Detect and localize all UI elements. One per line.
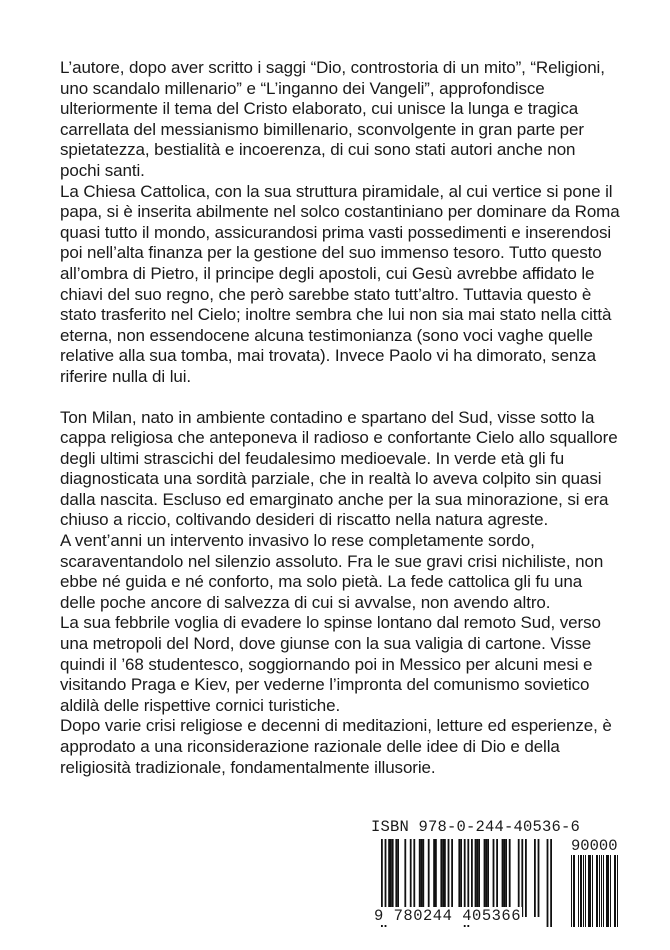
paragraph-bio-conclusion: Dopo varie crisi religiose e decenni di meditazioni, letture ed esperienze, è approdato a una riconsiderazione razionale delle idee di Dio e della religiosità tradizionale, fondamentalmente illusorie. — [60, 716, 612, 777]
barcode-bar — [538, 839, 540, 917]
addon-bar — [578, 855, 579, 927]
addon-bar — [615, 855, 616, 927]
addon-bar — [574, 855, 575, 927]
back-cover-text — [60, 58, 620, 778]
barcode-bar — [413, 839, 415, 917]
addon-bar — [608, 855, 609, 927]
barcode-bar — [451, 839, 453, 917]
barcode-bar — [505, 839, 507, 917]
barcode-bar — [534, 839, 536, 917]
addon-bar — [603, 855, 604, 927]
addon-bars — [571, 855, 621, 927]
barcode-bar — [471, 839, 473, 917]
addon-bar — [588, 855, 589, 927]
barcode-bar — [547, 839, 549, 927]
barcode-bar — [485, 839, 487, 917]
barcode-bar — [397, 839, 399, 917]
barcode-bar — [487, 839, 489, 917]
barcode-bar — [460, 839, 462, 917]
addon-bar — [601, 855, 602, 927]
barcode-bar — [404, 839, 406, 917]
barcode-bar — [410, 839, 412, 917]
addon-bar — [617, 855, 618, 927]
barcode-bar — [458, 839, 460, 917]
price-addon-digits: 90000 — [571, 837, 618, 855]
barcode-bar — [422, 839, 424, 917]
addon-bar — [597, 855, 598, 927]
paragraph-church: La Chiesa Cattolica, con la sua struttura piramidale, al cui vertice si pone il papa, si è inserita abilmente nel solco costantiniano per dominare da Roma quasi tutto il mondo, assicurandosi prima vasti possedimenti e inserendosi poi nell’alta finanza per la gestione del suo immenso tesoro. Tutto questo all’ombra di Pietro, il principe degli apostoli, cui Gesù avrebbe affidato le chiavi del suo regno, che però sarebbe stato tutt’altro. Tuttavia questo è stato trasferito nel Cielo; inoltre sembra che lui non sia mai stato nella città eterna, non essendocene alcuna testimonianza (sono voci vaghe quelle relative alla sua tomba, mai trovata). Invece Paolo vi ha dimorato, senza riferire nulla di lui. — [60, 181, 620, 386]
paragraph-author-intro: L’autore, dopo aver scritto i saggi “Dio, controstoria di un mito”, “Religioni, uno scandalo millenario” e “L’inganno dei Vangeli”, approfondisce ulteriormente il tema del Cristo elaborato, cui unisce la lunga e tragica carrellata del messianismo bimillenario, sconvolgente in gran parte per spietatezza, bestialità e incoerenza, di cui sono stati autori anche non pochi santi. — [60, 58, 605, 180]
barcode-bar — [421, 839, 423, 917]
barcode-bar — [448, 839, 450, 917]
barcode-bar — [518, 839, 520, 917]
barcode-bar — [419, 839, 421, 917]
barcode-bar — [428, 839, 430, 917]
addon-bar — [614, 855, 615, 927]
addon-bar — [610, 855, 611, 927]
barcode-bar — [521, 839, 523, 917]
barcode-bar — [525, 839, 527, 917]
barcode-bar — [478, 839, 480, 917]
addon-bar — [583, 855, 584, 927]
barcode-bar — [433, 839, 435, 917]
barcode-bar — [440, 839, 442, 917]
barcode-bar — [390, 839, 392, 917]
addon-bar — [599, 855, 600, 927]
addon-bar — [573, 855, 574, 927]
barcode-bar — [395, 839, 397, 917]
barcode-bar — [493, 839, 495, 917]
paragraph-bio-travel: La sua febbrile voglia di evadere lo spinse lontano dal remoto Sud, verso una metropoli del Nord, dove giunse con la sua valigia di cartone. Visse quindi il ’68 studentesco, soggiornando poi in Messico per alcuni mesi e visitando Praga e Kiev, per vederne l’impronta del comunismo sovietico aldilà delle rispettive cornici turistiche. — [60, 613, 601, 715]
barcode-bar — [550, 839, 552, 927]
addon-bar — [606, 855, 607, 927]
barcode-bar — [484, 839, 486, 917]
addon-bar — [585, 855, 586, 927]
barcode-bar — [476, 839, 478, 917]
isbn-barcode — [371, 818, 621, 930]
barcode-bar — [502, 839, 504, 917]
addon-bar — [607, 855, 608, 927]
addon-bar — [590, 855, 591, 927]
addon-bar — [581, 855, 582, 927]
barcode-bar — [509, 839, 511, 917]
barcode-bar — [435, 839, 437, 917]
paragraph-bio-deafness: A vent’anni un intervento invasivo lo rese completamente sordo, scaraventandolo nel silenzio assoluto. Fra le sue gravi crisi nichiliste, non ebbe né guida e né conforto, ma solo pietà. La fede cattolica gli fu una delle poche ancore di salvezza di cui si avvalse, non avendo altro. — [60, 531, 604, 612]
addon-bar — [589, 855, 590, 927]
paragraph-bio-origin: Ton Milan, nato in ambiente contadino e spartano del Sud, visse sotto la cappa religiosa che anteponeva il radioso e confortante Cielo allo squallore degli ultimi strascichi del feudalesimo medioevale. In verde età gli fu diagnosticata una sordità parziale, che in realtà lo aveva colpito sin quasi dalla nascita. Escluso ed emarginato anche per la sua minorazione, si era chiuso a riccio, coltivando desideri di riscatto nella natura agreste. — [60, 407, 618, 530]
barcode-bar — [392, 839, 394, 917]
isbn-label: ISBN 978-0-244-40536-6 — [371, 818, 581, 836]
addon-bar — [571, 855, 572, 927]
addon-bar — [596, 855, 597, 927]
barcode-bar — [388, 839, 390, 917]
barcode-bar — [475, 839, 477, 917]
barcode-bar — [503, 839, 505, 917]
addon-bar — [580, 855, 581, 927]
barcode-bar — [442, 839, 444, 917]
barcode-bar — [444, 839, 446, 917]
ean-digits: 9 780244 405366 — [374, 907, 522, 925]
addon-bar — [592, 855, 593, 927]
barcode-bar — [496, 839, 498, 917]
